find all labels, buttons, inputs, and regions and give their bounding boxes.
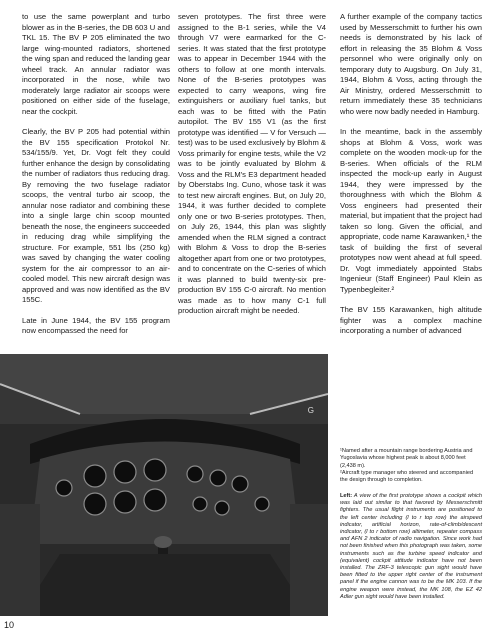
text-column-3 [340,12,482,347]
paragraph: The BV 155 Karawanken, high altitude fighter was a complex machine incorporating a number of advanced [340,305,482,335]
paragraph: A further example of the company tactics used by Messerschmitt to further his own needs is demonstrated by his lack of effort in releasing the 35 Blohm & Voss personnel who were originally only on temporary duty to Augsburg. On July 31, 1944, Blohm & Voss, acting through the Air Ministry, ordered Messerschmitt to return immediately these 35 technicians who were now badly needed in Hamburg. [340,12,482,116]
cockpit-photo [0,354,328,616]
caption-text: A view of the first prototype shows a cockpit which was laid out similar to that favored by Messerschmitt fighters. The usual flight instruments are positioned to the left center including (l to r top row) the airspeed indicator, artificial horizon, rate-of-climb/descent indicator, (l to r bottom row) altimeter, repeater compass and AFN 2 indicator of radio navigation. Since work had not been finished when this photograph was taken, some instruments such as the turbine speed indicator and (equivalent) cockpit attitude indicator have not been installed. The ZRF-3 telescopic gun sight would have been fitted to the upper right center of the instrument panel if the engine cannon was to be the MK 103. If the engine weapon were instead, the MK 108, the EZ 42 Adler gun sight would have been installed. [340,493,482,600]
paragraph: to use the same powerplant and turbo blower as in the B-series, the DB 603 U and TKL 15. The BV P 205 eliminated the two large wing-mounted radiators, shortened the wing span and reduced the landing gear wheel track. An annular radiator was incorporated in the nose, while two moderately large radiator air scoops were positioned on either side of the fuselage, near the cockpit. [22,12,170,116]
text-column-1 [22,12,170,347]
paragraph: Late in June 1944, the BV 155 program now encompassed the need for [22,315,170,335]
cockpit-illustration [0,354,328,616]
page-number: 10 [4,620,15,630]
paragraph: In the meantime, back in the assembly shops at Blohm & Voss, work was complete on the wooden mock-up for the B-series. When officials of the RLM inspected the mock-up early in August 1944, they were impressed by the thoroughness with which the Blohm & Voss engineers had presented their material, but impatient that the project had taken so long. Given the official, and appropriate, code name Karawanken,¹ the task of building the first of several prototypes now went ahead at full speed. Dr. Vogt immediately appointed Stabs Ingenieur (Staff Engineer) Paul Klein as Typenbegleiter.² [340,127,482,294]
paragraph: Clearly, the BV P 205 had potential within the BV 155 specification Protokol Nr. 534/155/9. Yet, Dr. Vogt felt they could further enhance the design by consolidating the number of radiators thus reducing drag. By removing the two fuselage radiator scoops, the ventral turbo air scoop, the annular nose radiator and combining these into a single large chin scoop mounted beneath the nose, the engineers succeeded in reducing drag while simplifying the structure. For example, 551 lbs (250 kg) was saved by changing the water cooling system for the air compressor to an air-cooled model. This new aircraft design was approved and was now identified as the BV 155C. [22,127,170,304]
footnote-1: ¹Named after a mountain range bordering Austria and Yugoslavia whose highest peak is about 8,000 feet (2,438 m). [340,448,473,469]
photo-marker: G [307,406,314,415]
photo-caption [340,493,482,601]
caption-lead: Left: [340,493,353,499]
text-column-2 [178,12,326,327]
footnote-2: ²Aircraft type manager who steered and accompanied the design through to completion. [340,470,474,484]
paragraph: seven prototypes. The first three were assigned to the B-1 series, while the V4 through V7 were earmarked for the C-series. It was stated that the first prototype was to appear in December 1944 with the others to follow at one month intervals. None of the B-series prototypes was expected to carry weapons, wing fire extinguishers or auxiliary fuel tanks, but each was to be fitted with the Patin autopilot. The BV 155 V1 (as the first prototype was identified — V for Versuch — test) was to be used exclusively by Blohm & Voss primarily for engine tests, while the V2 was to be jointly evaluated by Blohm & Voss and the RLM's E3 department headed by Oberstabs Ing. Cuno, whose task it was to test new aircraft engines. But, on July 20, 1944, it was further decided to complete only one or two B-series prototypes. Then, on July 26, 1944, this plan was slightly amended when the RLM signed a contract with Blohm & Voss to drop the B-series altogether apart from one or two prototypes, and to concentrate on the C-series of which it was planned to build twenty-six pre-production BV 155 C-0 aircraft. No mention was made as to how many C-1 full production aircraft might be needed. [178,12,326,315]
